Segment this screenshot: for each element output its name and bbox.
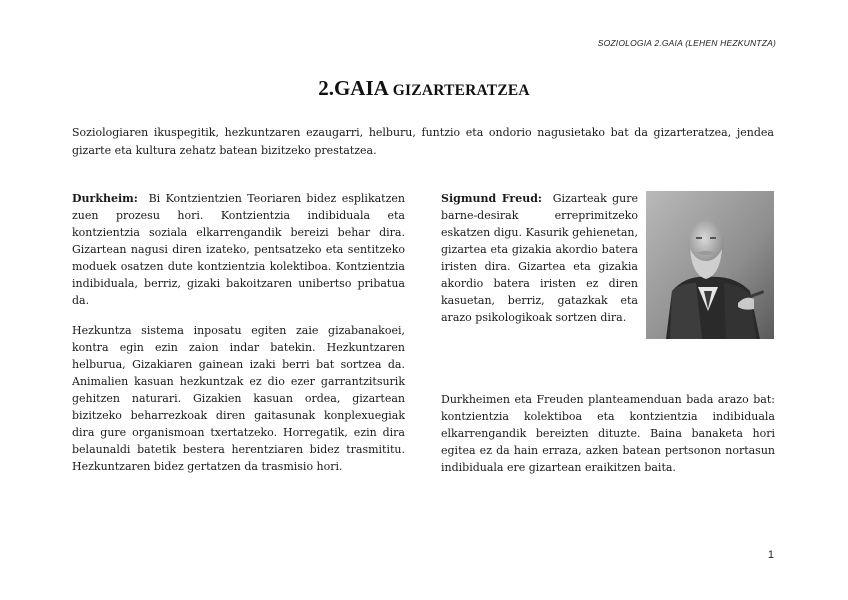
running-header: SOZIOLOGIA 2.GAIA (LEHEN HEZKUNTZA) [597,38,776,48]
page-number: 1 [767,549,774,561]
freud-paragraph [441,190,638,326]
durkheim-paragraph [72,190,405,309]
durkheim-label: Durkheim: [72,192,138,205]
freud-text: Gizarteak gure barne-desirak erreprimitzeko eskatzen digu. Kasurik gehienetan, gizartea eta gizakia akordio batera iristen dira. Gizartea eta gizakia akordio batera iristen ez diren kasuetan, berriz, gatazkak eta arazo psikologikoak sortzen dira. [441,192,638,324]
title-subtitle: GIZARTERATZEA [392,82,530,99]
durkheim-text: Bi Kontzientzien Teoriaren bidez esplikatzen zuen prozesu hori. Kontzientzia indibiduala eta kontzientzia soziala elkarrengandik bereizi behar dira. Gizartean nagusi diren izateko, pentsatzeko eta sentitzeko moduek osatzen dute kontzientzia kolektiboa. Kontzientzia indibiduala, berriz, gizaki bakoitzaren unibertso pribatua da. [72,192,405,307]
conclusion-paragraph: Durkheimen eta Freuden planteamenduan bada arazo bat: kontzientzia kolektiboa eta kontzientzia indibiduala elkarrengandik bereizten dituzte. Baina banaketa hori egitea ez da hain erraza, azken batean pertsonon nortasun indibiduala ere gizartean eraikitzen baita. [441,393,775,474]
hezkuntza-paragraph: Hezkuntza sistema inposatu egiten zaie gizabanakoei, kontra egin ezin zaion indar batekin. Hezkuntzaren helburua, Gizakiaren gainean izaki berri bat sortzea da. Animalien kasuan hezkuntzak ez dio ezer garrantzitsurik gehitzen naturari. Gizakien kasuan ordea, gizartean bizitzeko beharrezkoak diren gaitasunak konplexuegiak dira gure organismoan txertatzeko. Horregatik, ezin dira belaunaldi batetik bestera herentziaren bidez trasmititu. Hezkuntzaren bidez gertatzen da trasmisio hori. [72,324,405,473]
intro-paragraph: Soziologiaren ikuspegitik, hezkuntzaren ezaugarri, helburu, funtzio eta ondorio nagusietako bat da gizarteratzea, jendea gizarte eta kultura zehatz batean bizitzeko prestatzea. [72,126,774,157]
portrait-illustration [646,191,774,339]
freud-label: Sigmund Freud: [441,192,542,205]
freud-portrait-image [646,191,774,339]
page-title [0,76,848,101]
title-number: 2.GAIA [318,76,389,100]
